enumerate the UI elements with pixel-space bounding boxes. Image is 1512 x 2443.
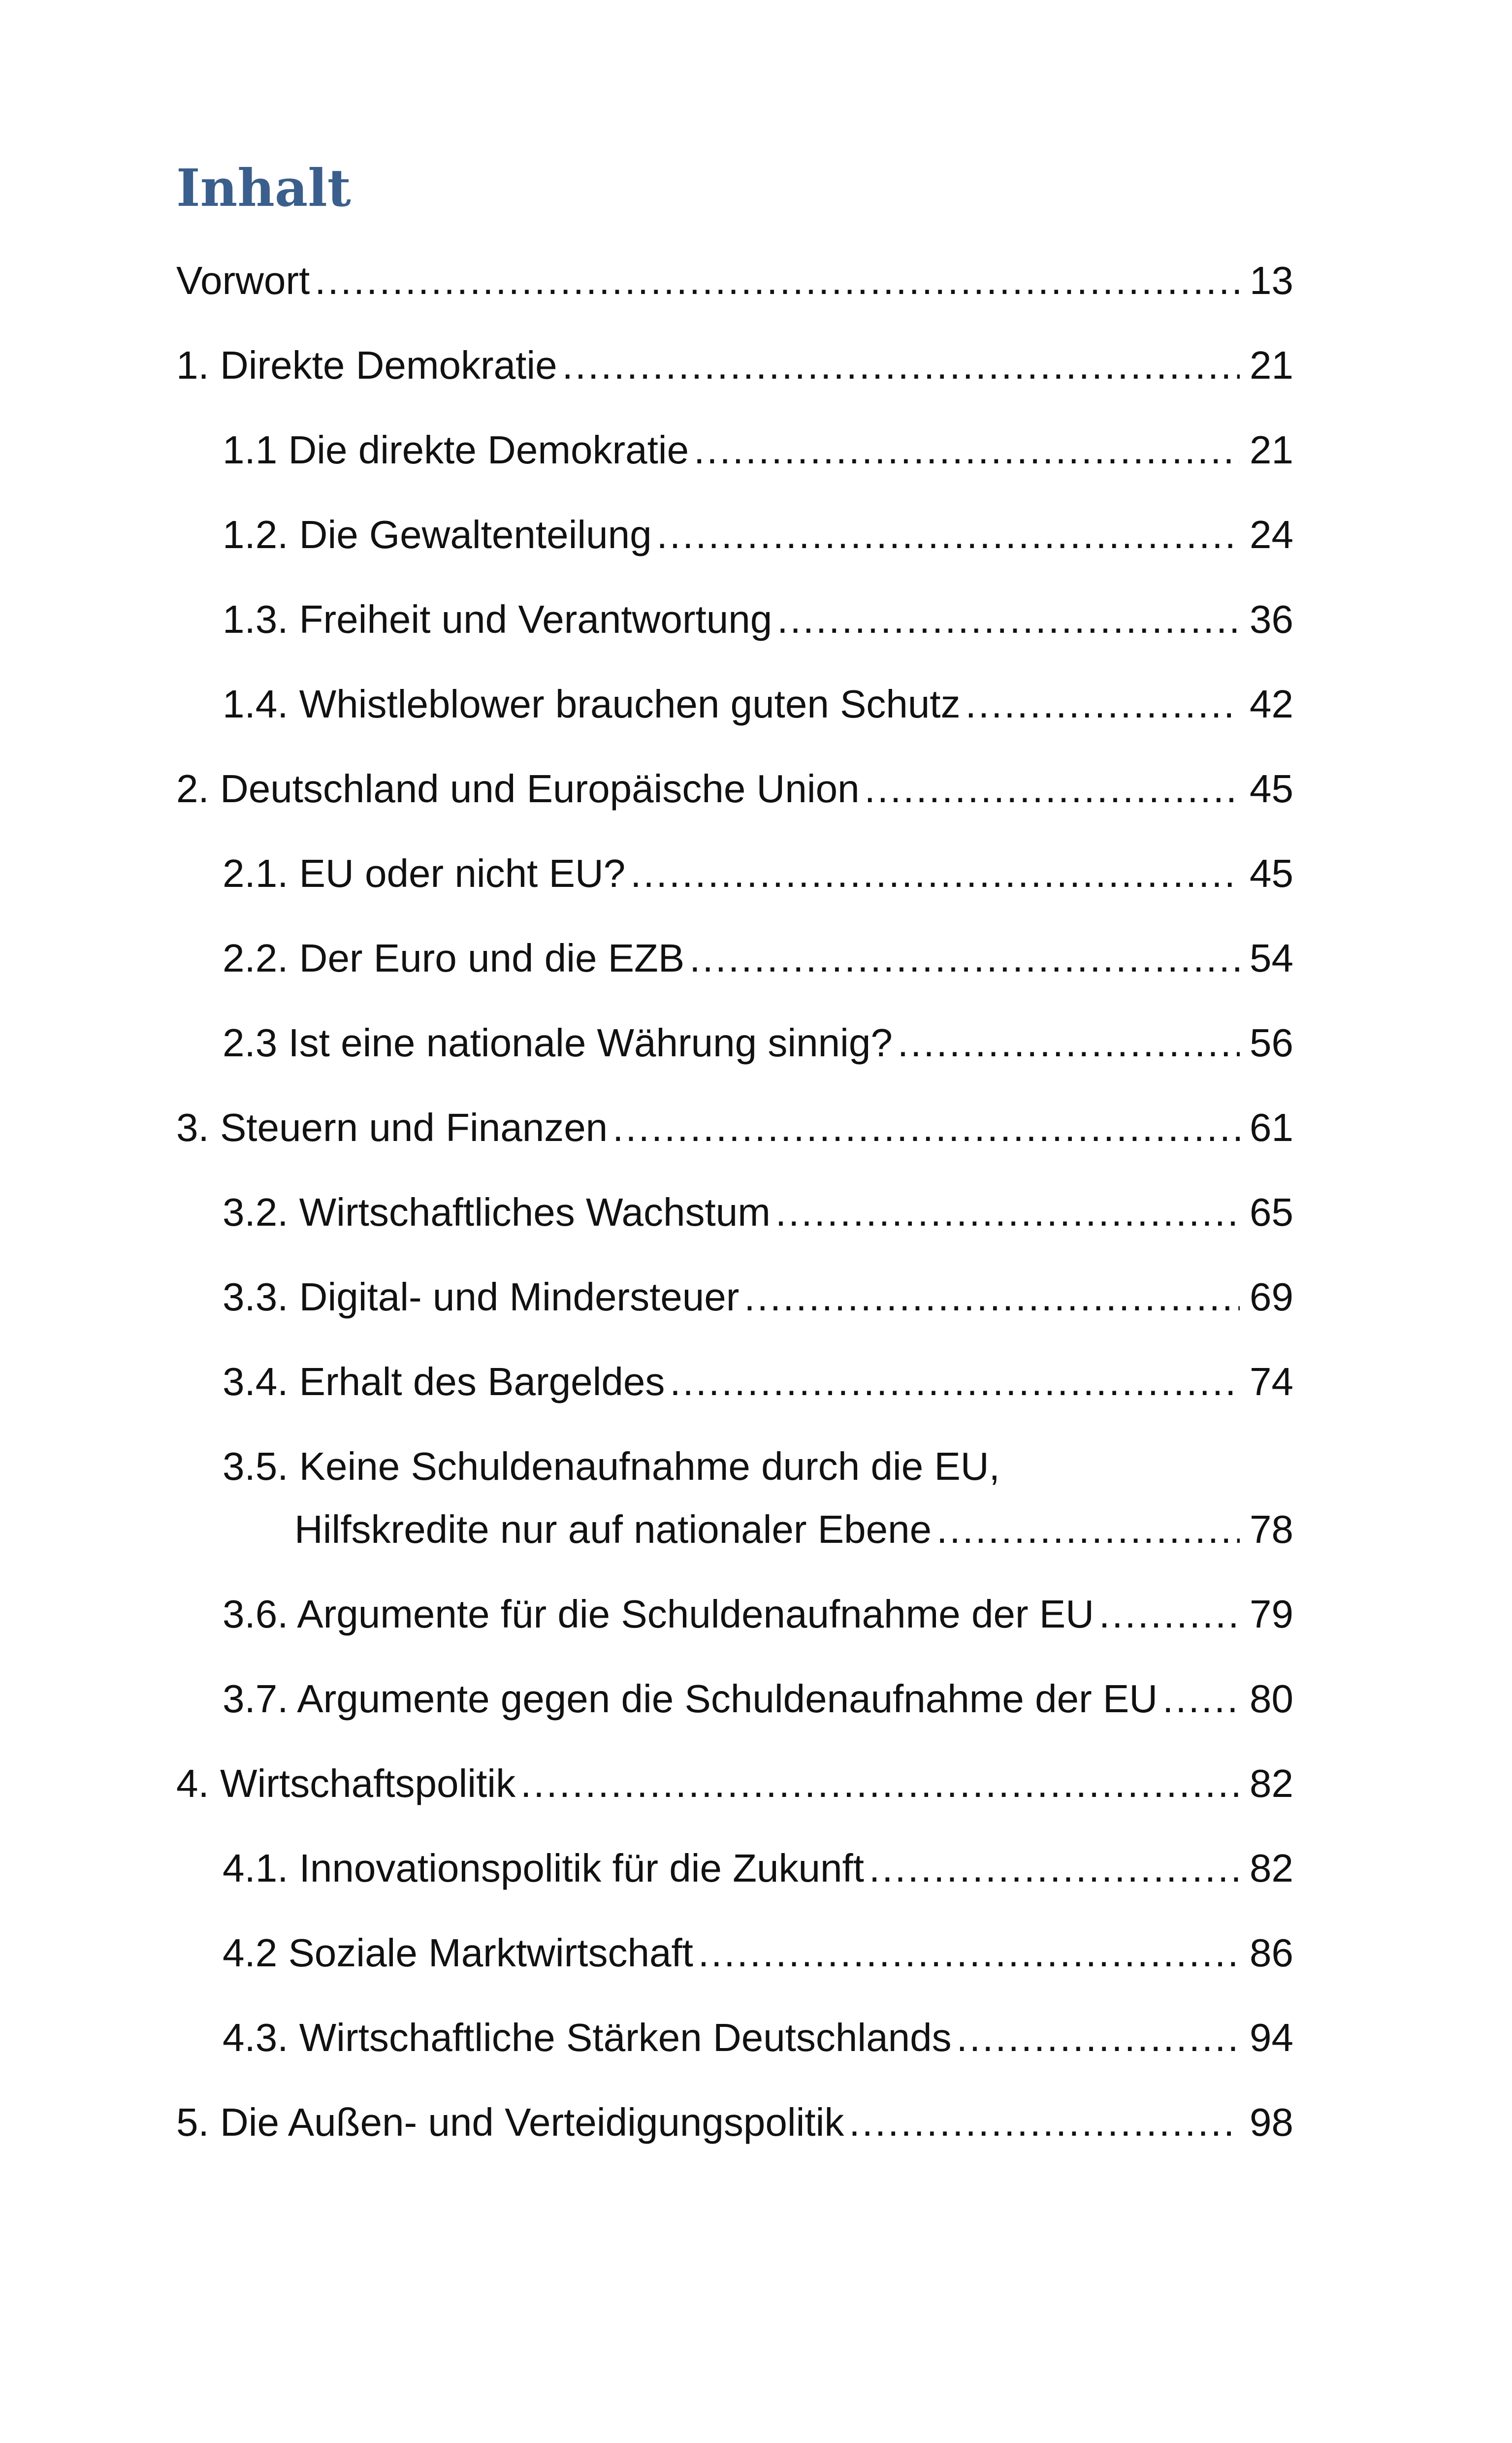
toc-entry-label: 3.2. Wirtschaftliches Wachstum [223,1190,771,1234]
toc-entry-page: 21 [1250,428,1293,472]
dot-leader [1162,1674,1240,1724]
toc-entry-page: 56 [1250,1021,1293,1065]
toc-entry-3-5 [294,1505,1293,1554]
toc-entry-page: 82 [1250,1846,1293,1890]
toc-entry-label: 4. Wirtschaftspolitik [176,1761,516,1805]
toc-entry-4-3 [223,2013,1293,2062]
toc-entry-1-3 [223,595,1293,644]
toc-entry-page: 45 [1250,767,1293,811]
dot-leader [936,1505,1240,1554]
toc-entry-3-6 [223,1590,1293,1639]
toc-entry-2-2 [223,934,1293,983]
toc-entry-page: 65 [1250,1190,1293,1234]
toc-entry-label: 1.2. Die Gewaltenteilung [223,513,652,556]
toc-entry-page: 54 [1250,936,1293,980]
toc-entry-2 [176,764,1293,814]
toc-entry-label: Vorwort [176,259,310,302]
toc-entry-label: 5. Die Außen- und Verteidigungspolitik [176,2100,844,2144]
toc-entry-4-1 [223,1844,1293,1893]
toc-entry-label: 1.1 Die direkte Demokratie [223,428,689,472]
toc-entry-label: 1.4. Whistleblower brauchen guten Schutz [223,682,961,726]
toc-entry-2-1 [223,849,1293,898]
toc-entry-label: 3.6. Argumente für die Schuldenaufnahme der EU [223,1592,1094,1636]
toc-entry-page: 45 [1250,851,1293,895]
toc-entry-label: 3.4. Erhalt des Bargeldes [223,1360,665,1403]
toc-entry-page: 21 [1250,343,1293,387]
toc-entry-page: 74 [1250,1360,1293,1403]
toc-entry-3-3 [223,1272,1293,1322]
dot-leader [612,1103,1240,1152]
dot-leader [744,1272,1240,1322]
toc-entry-page: 78 [1250,1507,1293,1551]
toc-entry-page: 36 [1250,597,1293,641]
toc-entry-1-2 [223,510,1293,559]
toc-title: Inhalt [176,158,351,218]
toc-entry-page: 98 [1250,2100,1293,2144]
dot-leader [965,680,1240,729]
toc-entry-label: 2.1. EU oder nicht EU? [223,851,626,895]
toc-entry-page: 80 [1250,1677,1293,1721]
toc-entry-page: 24 [1250,513,1293,556]
toc-entry-page: 69 [1250,1275,1293,1319]
dot-leader [849,2098,1240,2147]
dot-leader [657,510,1240,559]
toc-entry-3-7 [223,1674,1293,1724]
toc-entry-3-5-first-line: 3.5. Keine Schuldenaufnahme durch die EU, [223,1444,1000,1488]
dot-leader [520,1759,1240,1808]
dot-leader [957,2013,1240,2062]
dot-leader [315,256,1240,305]
toc-entry-3-4 [223,1357,1293,1406]
toc-entry-label: 3.3. Digital- und Mindersteuer [223,1275,740,1319]
toc-entry-page: 42 [1250,682,1293,726]
toc-entry-4-2 [223,1928,1293,1978]
toc-entry-label: 2.2. Der Euro und die EZB [223,936,685,980]
dot-leader [898,1018,1240,1068]
toc-entry-vorwort [176,256,1293,305]
toc-entry-4 [176,1759,1293,1808]
toc-entry-1 [176,341,1293,390]
toc-entry-3-2 [223,1188,1293,1237]
toc-entry-label: 4.2 Soziale Marktwirtschaft [223,1931,693,1975]
dot-leader [775,1188,1240,1237]
toc-entry-page: 13 [1250,259,1293,302]
toc-entry-1-4 [223,680,1293,729]
toc-entry-label: 2. Deutschland und Europäische Union [176,767,860,811]
toc-entry-label: 3. Steuern und Finanzen [176,1106,608,1149]
toc-entry-label: 4.3. Wirtschaftliche Stärken Deutschlands [223,2016,952,2059]
toc-entry-page: 94 [1250,2016,1293,2059]
dot-leader [865,764,1240,814]
dot-leader [694,425,1240,475]
toc-entry-page: 61 [1250,1106,1293,1149]
dot-leader [630,849,1240,898]
toc-entry-label: 4.1. Innovationspolitik für die Zukunft [223,1846,864,1890]
toc-entry-page: 86 [1250,1931,1293,1975]
dot-leader [698,1928,1240,1978]
toc-entry-page: 79 [1250,1592,1293,1636]
toc-entry-label: 1. Direkte Demokratie [176,343,557,387]
dot-leader [777,595,1240,644]
dot-leader [689,934,1240,983]
dot-leader [562,341,1240,390]
toc-entry-label: 1.3. Freiheit und Verantwortung [223,597,772,641]
toc-entry-page: 82 [1250,1761,1293,1805]
dot-leader [1099,1590,1240,1639]
toc-entry-label: 3.7. Argumente gegen die Schuldenaufnahme der EU [223,1677,1158,1721]
toc-entry-label: 2.3 Ist eine nationale Währung sinnig? [223,1021,893,1065]
toc-entry-1-1 [223,425,1293,475]
toc-entry-5 [176,2098,1293,2147]
toc-entry-label: Hilfskredite nur auf nationaler Ebene [294,1507,932,1551]
dot-leader [869,1844,1240,1893]
toc-entry-2-3 [223,1018,1293,1068]
dot-leader [670,1357,1240,1406]
toc-entry-3 [176,1103,1293,1152]
